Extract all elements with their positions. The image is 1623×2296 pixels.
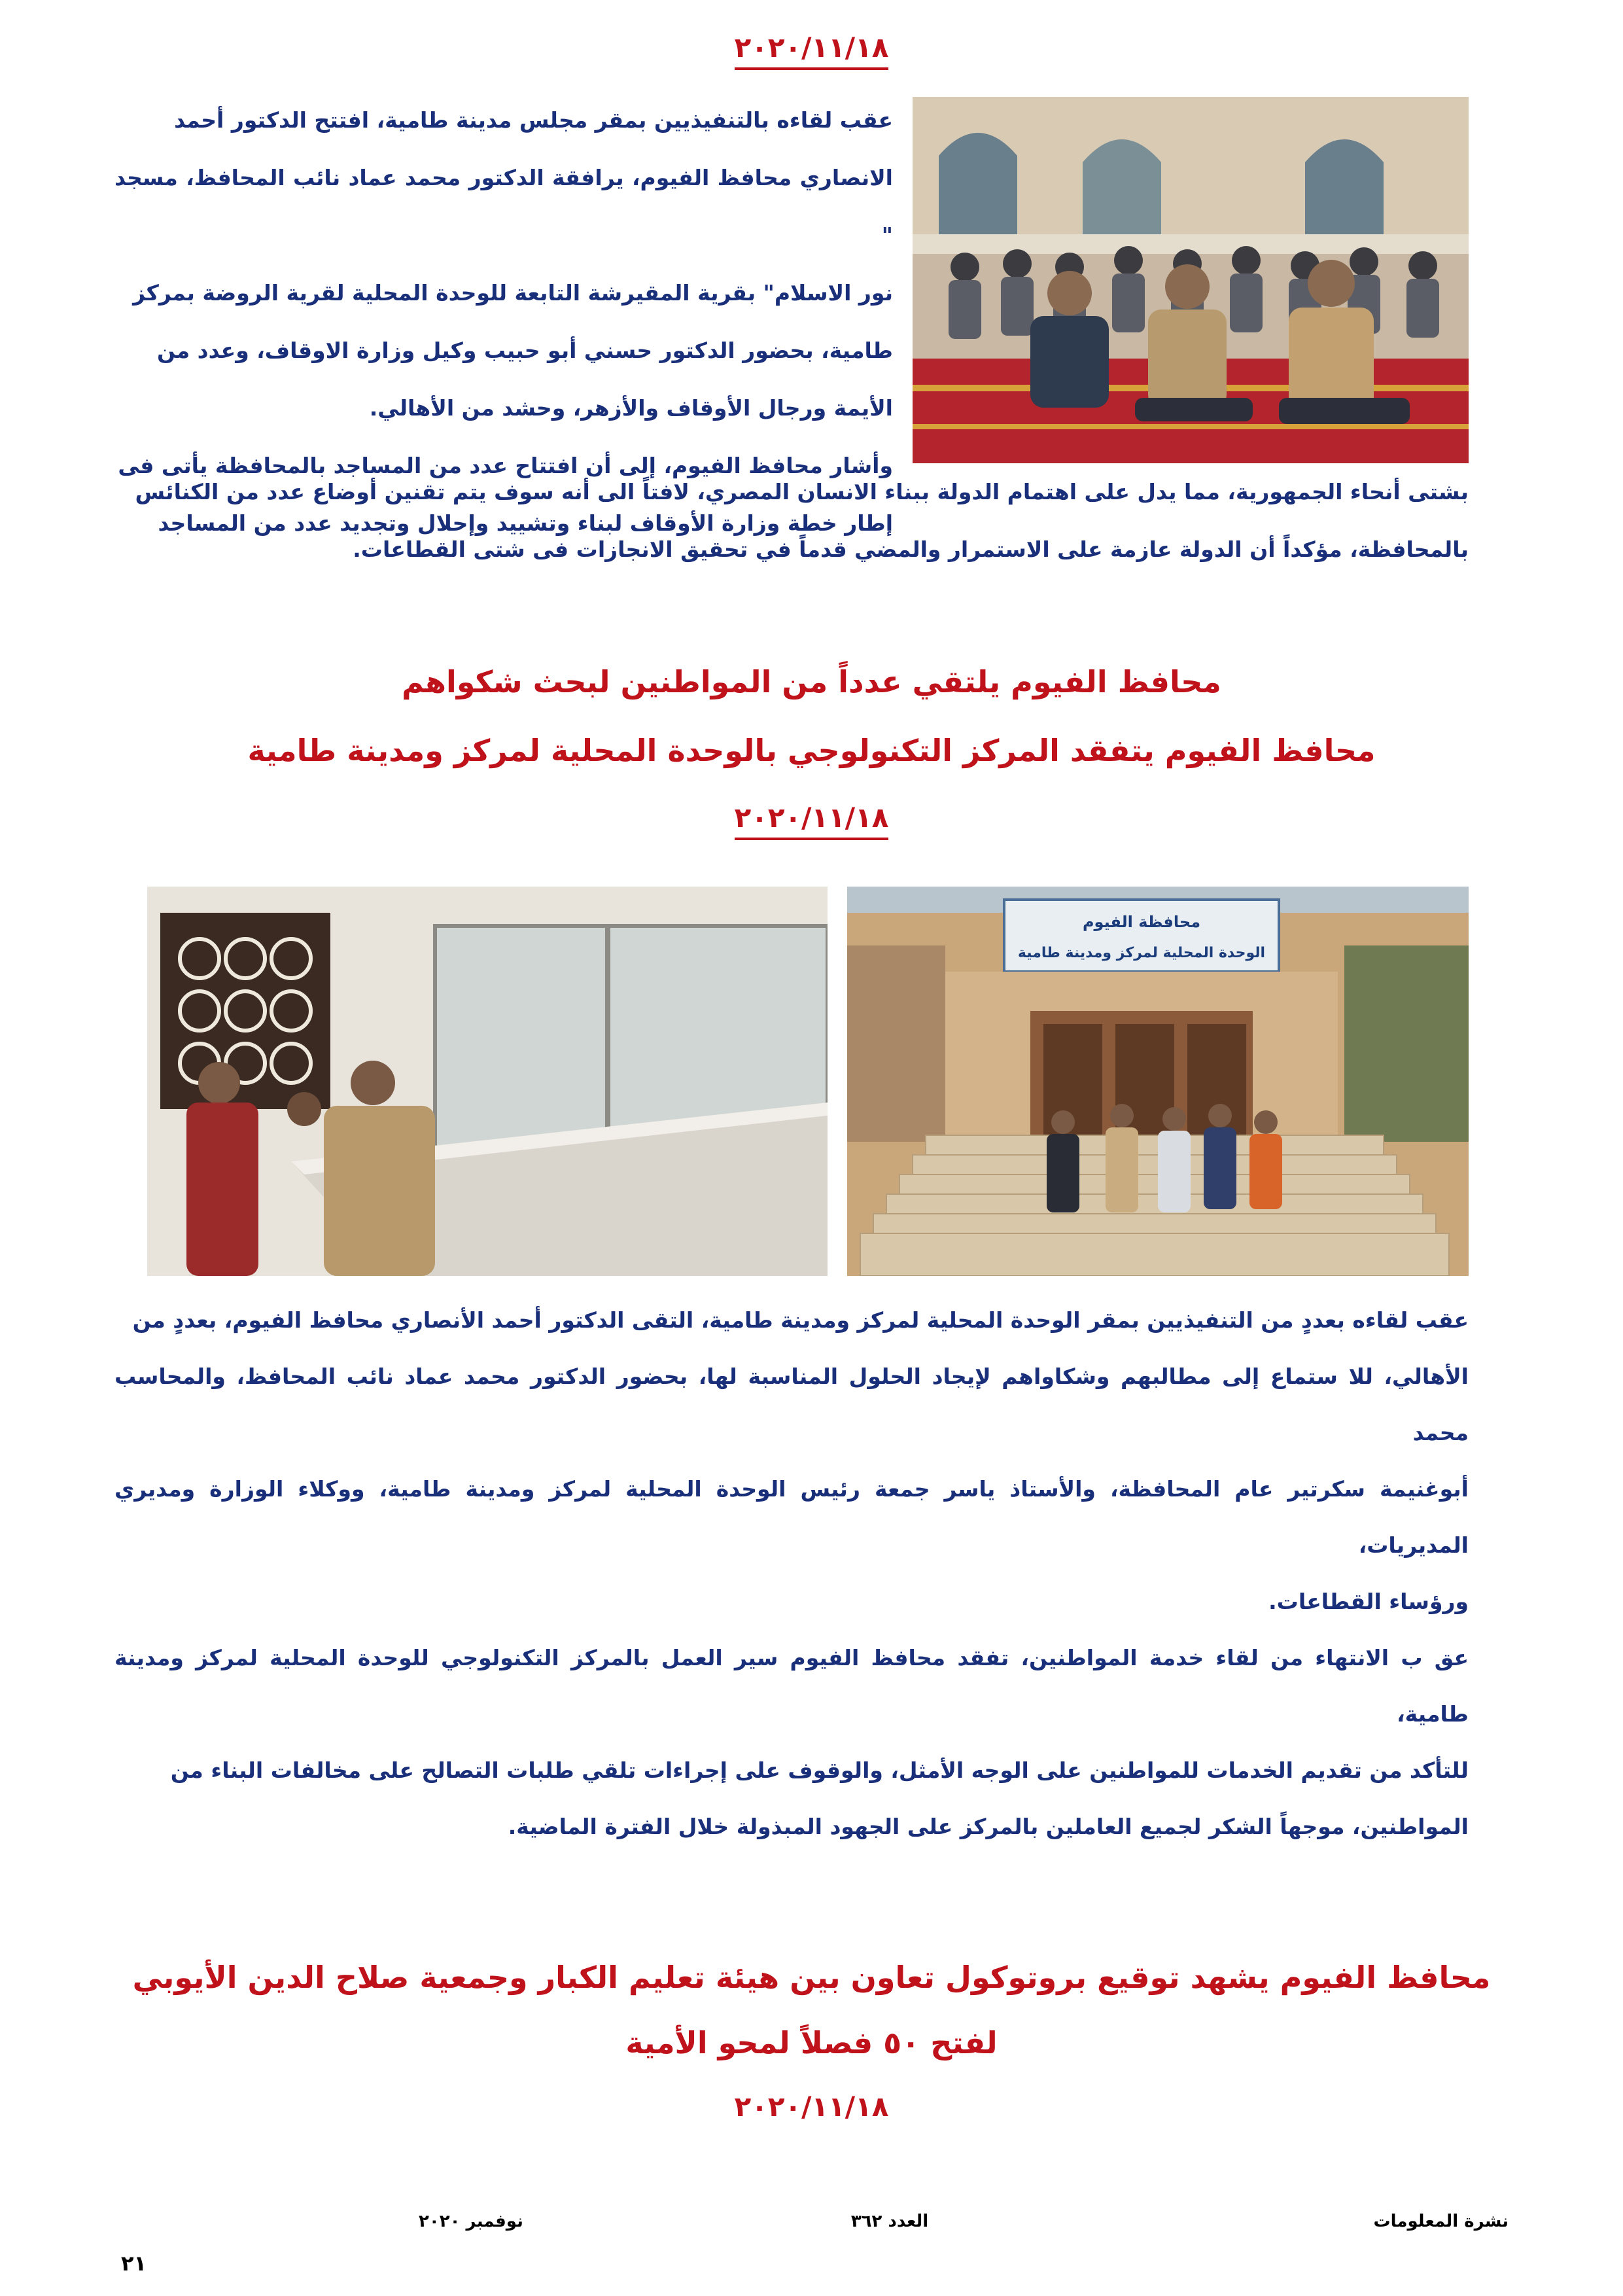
article3-headline-1: محافظ الفيوم يشهد توقيع بروتوكول تعاون بين هيئة تعليم الكبار وجمعية صلاح الدين الأيوبي [132,1960,1491,1995]
article1-full-paragraph [114,463,1469,578]
article1-line: طامية، بحضور الدكتور حسني أبو حبيب وكيل وزارة الاوقاف، وعدد من [157,338,893,363]
footer-month: نوفمبر ٢٠٢٠ [419,2212,523,2231]
sign-text-local-unit: الوحدة المحلية لمركز ومدينة طامية [1017,945,1266,961]
article1-line: الأيمة ورجال الأوقاف والأزهر، وحشد من الأهالي. [369,395,893,421]
article2-line: ورؤساء القطاعات. [1268,1589,1469,1614]
article3-headline-2: لفتح ٥٠ فصلاً لمحو الأمية [625,2025,998,2060]
article1-line: إطار خطة وزارة الأوقاف لبناء وتشييد وإحلال وتجديد عدد من المساجد [158,510,893,536]
mosque-opening-photo [913,97,1469,463]
footer-publication: نشرة المعلومات [1373,2212,1509,2231]
article1-line: بالمحافظة، مؤكداً أن الدولة عازمة على الاستمرار والمضي قدماً في تحقيق الانجازات فى شتى القطاعات. [353,537,1469,562]
article2-line: للتأكد من تقديم الخدمات للمواطنين على الوجه الأمثل، والوقوف على إجراءات تلقي طلبات التصالح على مخالفات البناء من [170,1757,1469,1783]
article2-date: ٢٠٢٠/١١/١٨ [0,802,1623,840]
article1-line: وأشار محافظ الفيوم، إلى أن افتتاح عدد من المساجد بالمحافظة يأتى فى [118,453,893,478]
sign-text-governorate: محافظة الفيوم [1082,913,1201,931]
article1-line: عقب لقاءه بالتنفيذيين بمقر مجلس مدينة طامية، افتتح الدكتور أحمد [174,107,893,133]
article2-paragraph [114,1292,1469,1855]
article2-headline-1: محافظ الفيوم يلتقي عدداً من المواطنين لبحث شكواهم [402,664,1221,699]
article2-line: المواطنين، موجهاً الشكر لجميع العاملين بالمركز على الجهود المبذولة خلال الفترة الماضية. [508,1814,1469,1839]
article2-line: الأهالي، للا ستماع إلى مطالبهم وشكاواهم لإيجاد الحلول المناسبة لها، بحضور الدكتور محمد عماد نائب المحافظ، والمحاسب محمد [114,1364,1469,1445]
footer-issue: العدد ٣٦٢ [850,2212,929,2231]
article2-line: أبوغنيمة سكرتير عام المحافظة، والأستاذ ياسر جمعة رئيس الوحدة المحلية لمركز ومدينة طامية، ووكلاء الوزارة ومديري المديريات، [114,1476,1469,1558]
article1-line: بشتى أنحاء الجمهورية، مما يدل على اهتمام الدولة ببناء الانسان المصري، لافتاً الى أنه سوف يتم تقنين أوضاع عدد من الكنائس [135,479,1469,504]
page-number: ٢١ [121,2251,147,2276]
article2-headline-2: محافظ الفيوم يتفقد المركز التكنولوجي بالوحدة المحلية لمركز ومدينة طامية [247,733,1376,768]
article3-date: ٢٠٢٠/١١/١٨ [734,2091,889,2123]
technology-center-counter-photo [147,887,828,1276]
article1-date: ٢٠٢٠/١١/١٨ [0,31,1623,70]
article2-line: عق ب الانتهاء من لقاء خدمة المواطنين، تفقد محافظ الفيوم سير العمل بالمركز التكنولوجي للوحدة المحلية لمركز ومدينة طامية، [114,1645,1469,1727]
article1-line: نور الاسلام" بقرية المقيرشة التابعة للوحدة المحلية لقرية الروضة بمركز [133,280,893,306]
article2-line: عقب لقاءه بعددٍ من التنفيذيين بمقر الوحدة المحلية لمركز ومدينة طامية، التقى الدكتور أحمد الأنصاري محافظ الفيوم، بعددٍ من [132,1307,1469,1333]
article1-line: الانصاري محافظ الفيوم، يرافقة الدكتور محمد عماد نائب المحافظ، مسجد " [114,165,893,248]
local-unit-building-photo [847,887,1469,1276]
